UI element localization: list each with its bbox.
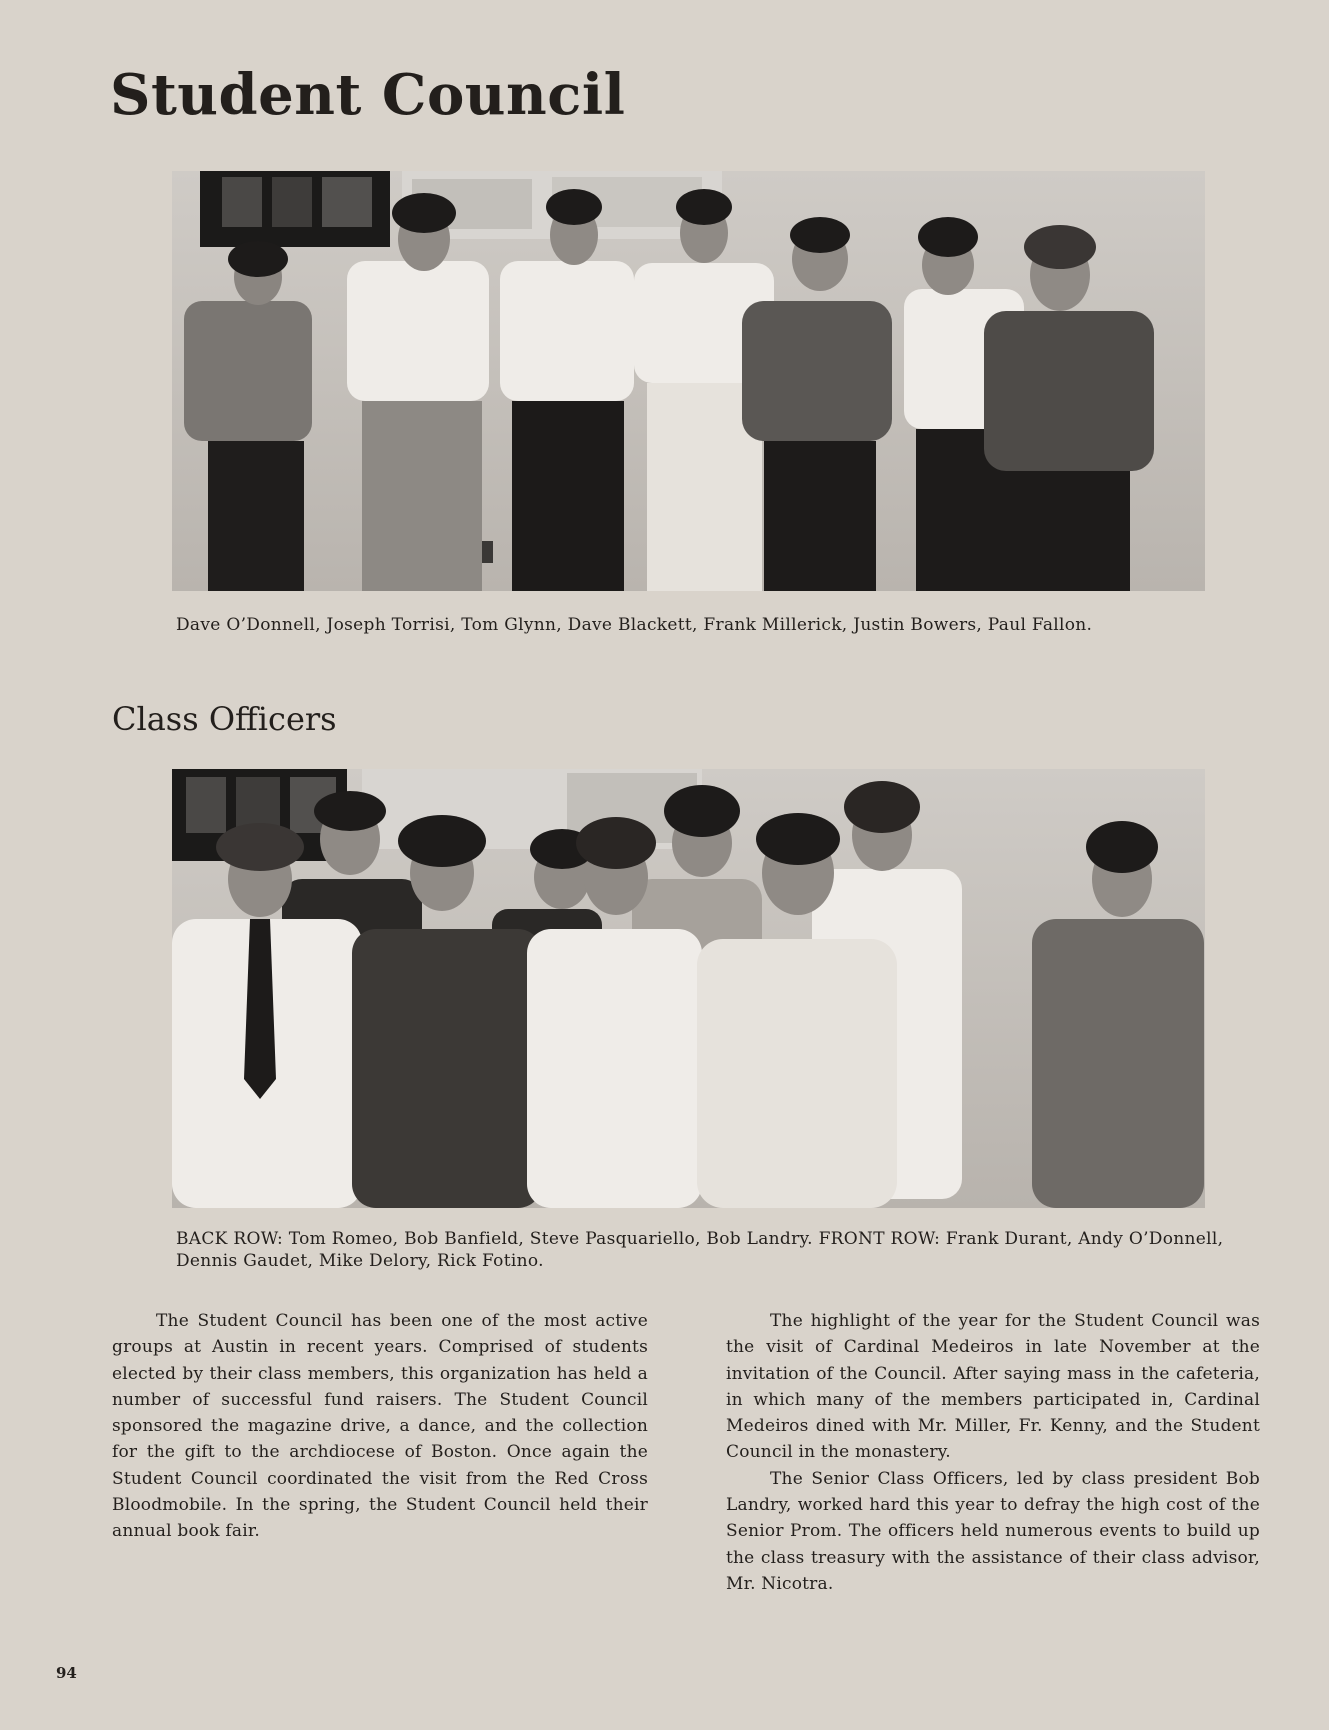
body-paragraph: The Senior Class Officers, led by class president Bob Landry, worked hard this year to defray the high cost of the Senior Prom. The officers held numerous events to build up the class treasury with the assistance of their class advisor, Mr. Nicotra.	[726, 1468, 1260, 1594]
section-title: Class Officers	[112, 700, 337, 738]
student-council-photo	[172, 171, 1205, 591]
body-column-right	[726, 1308, 1260, 1597]
body-paragraph: The Student Council has been one of the most active groups at Austin in recent years. Comprised of students elected by their class members, this organization has held a number of successful fund raisers. The Student Council sponsored the magazine drive, a dance, and the collection for the gift to the archdiocese of Boston. Once again the Student Council coordinated the visit from the Red Cross Bloodmobile. In the spring, the Student Council held their annual book fair.	[112, 1311, 648, 1542]
page-title: Student Council	[110, 62, 626, 128]
body-column-left	[112, 1308, 648, 1545]
class-officers-photo	[172, 769, 1205, 1208]
page-number: 94	[56, 1664, 77, 1682]
body-paragraph: The highlight of the year for the Student Council was the visit of Cardinal Medeiros in late November at the invitation of the Council. After saying mass in the cafeteria, in which many of the members participated in, Cardinal Medeiros dined with Mr. Miller, Fr. Kenny, and the Student Council in the monastery.	[726, 1311, 1260, 1463]
student-council-photo-caption: Dave O’Donnell, Joseph Torrisi, Tom Glynn, Dave Blackett, Frank Millerick, Justin Bowers, Paul Fallon.	[176, 615, 1093, 635]
class-officers-photo-caption: BACK ROW: Tom Romeo, Bob Banfield, Steve Pasquariello, Bob Landry. FRONT ROW: Frank Durant, Andy O’Donnell, Dennis Gaudet, Mike Delory, Rick Fotino.	[176, 1229, 1224, 1271]
